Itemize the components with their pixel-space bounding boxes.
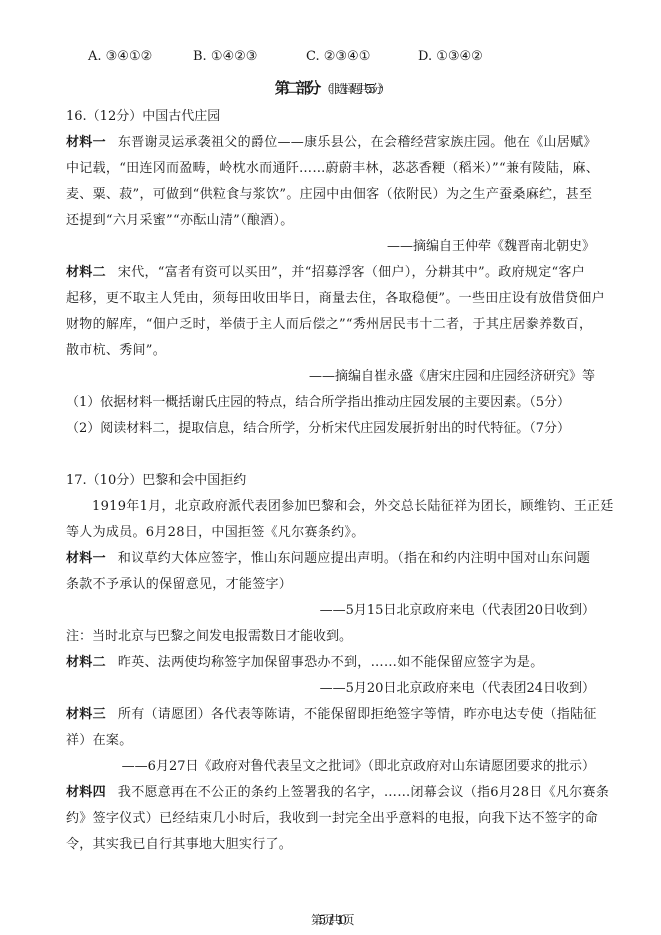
q16-m2-line1 — [66, 264, 585, 282]
q16-m1-label: 材料一 — [66, 135, 106, 150]
section-title — [0, 79, 661, 99]
q17-m3-line1 — [66, 706, 597, 724]
option-d: D. ①③④② — [418, 49, 483, 64]
q16-header: 16.（12分）中国古代庄园 — [66, 109, 221, 124]
q17-intro-line1: 1919年1月，北京政府派代表团参加巴黎和会，外交总长陆征祥为团长，顾维钧、王正廷 — [92, 499, 614, 514]
q16-question-1: （1）依据材料一概括谢氏庄园的特点，结合所学指出推动庄园发展的主要因素。（5分） — [66, 395, 571, 410]
q17-m4-label: 材料四 — [66, 785, 106, 800]
q16-m1-text: 东晋谢灵运承袭祖父的爵位——康乐县公，在会稽经营家族庄园。他在《山居赋》 — [117, 135, 597, 150]
q17-m2-text: 昨英、法两使均称签字加保留事恐办不到，……如不能保留应签字为是。 — [117, 655, 544, 670]
option-b: B. ①④②③ — [193, 49, 258, 64]
section-heading: 第二部分 — [274, 79, 317, 97]
q16-m1-line4: 还提到“六月采蜜”“亦酝山清”（酿酒）。 — [66, 213, 294, 228]
q17-m1-line2: 条款不予承认的保留意见，才能签字） — [66, 577, 293, 592]
q17-m2-label: 材料二 — [66, 655, 106, 670]
q16-m1-line2: 中记载，“田连冈而盈畴，岭枕水而通阡……蔚蔚丰林，苾苾香粳（稻米）”“兼有陵陆，麻、 — [66, 161, 600, 176]
q17-m3-text: 所有（请愿团）各代表等陈请，不能保留即拒绝签字等情，昨亦电达专使（指陆征 — [117, 707, 597, 722]
q16-m1-line1 — [66, 134, 597, 152]
q17-note: 注：当时北京与巴黎之间发电报需数日才能收到。 — [66, 629, 353, 644]
q16-m1-line3: 麦、粟、菽”，可做到“供粒食与浆饮”。庄园中由佃客（依附民）为之生产蚕桑麻纻，甚至 — [66, 187, 593, 202]
q17-m3-line2: 祥）在案。 — [66, 733, 133, 748]
q17-m4-line3: 令，其实我已自行其事地大胆实行了。 — [66, 837, 293, 852]
q17-m4-text: 我不愿意再在不公正的条约上签署我的名字，……闭幕会议（指6月28日《凡尔赛条 — [117, 785, 610, 800]
q17-m2-source: ——5月20日北京政府来电（代表团24日收到） — [319, 681, 595, 696]
option-a: A. ③④①② — [88, 49, 153, 64]
q17-m1-text: 和议草约大体应签字，惟山东问题应提出声明。（指在和约内注明中国对山东问题 — [117, 551, 591, 566]
q17-m3-source: ——6月27日《政府对鲁代表呈文之批词》（即北京政府对山东请愿团要求的批示） — [121, 759, 595, 774]
page-number: 第5页/共10页 — [311, 913, 350, 927]
q17-m1-source: ——5月15日北京政府来电（代表团20日收到） — [319, 603, 595, 618]
q16-m2-label: 材料二 — [66, 265, 106, 280]
section-note: （非选择题 共55分） — [320, 82, 387, 96]
q17-intro-line2: 等人为成员。6月28日，中国拒签《凡尔赛条约》。 — [66, 525, 365, 540]
option-c: C. ②③④① — [306, 49, 371, 64]
q17-m3-label: 材料三 — [66, 707, 106, 722]
q16-m1-source: ——摘编自王仲荦《魏晋南北朝史》 — [386, 239, 595, 254]
q16-m2-source: ——摘编自崔永盛《唐宋庄园和庄园经济研究》等 — [308, 369, 595, 384]
q17-m4-line2: 约》签字仪式）已经结束几小时后，我收到一封完全出乎意料的电报，向我下达不签字的命 — [66, 811, 599, 826]
q16-m2-line3: 财物的解库，“佃户乏时，举债于主人而后偿之”“秀州居民韦十二者，于其庄居豢养数百， — [66, 317, 593, 332]
q17-m4-line1 — [66, 784, 609, 802]
q16-m2-line2: 起移，更不取主人凭由，须每田收田毕日，商量去住，各取稳便”。一些田庄设有放借贷佃户 — [66, 291, 605, 306]
q16-m2-line4: 散市杭、秀间”。 — [66, 343, 167, 358]
q17-m1-line1 — [66, 550, 590, 568]
q16-question-2: （2）阅读材料二，提取信息，结合所学，分析宋代庄园发展折射出的时代特征。（7分） — [66, 421, 571, 436]
q16-m2-text: 宋代，“富者有资可以买田”，并“招募浮客（佃户），分耕其中”。政府规定“客户 — [117, 265, 586, 280]
q17-m2-line1 — [66, 654, 544, 672]
q17-m1-label: 材料一 — [66, 551, 106, 566]
q17-header: 17.（10分）巴黎和会中国拒约 — [66, 473, 247, 488]
